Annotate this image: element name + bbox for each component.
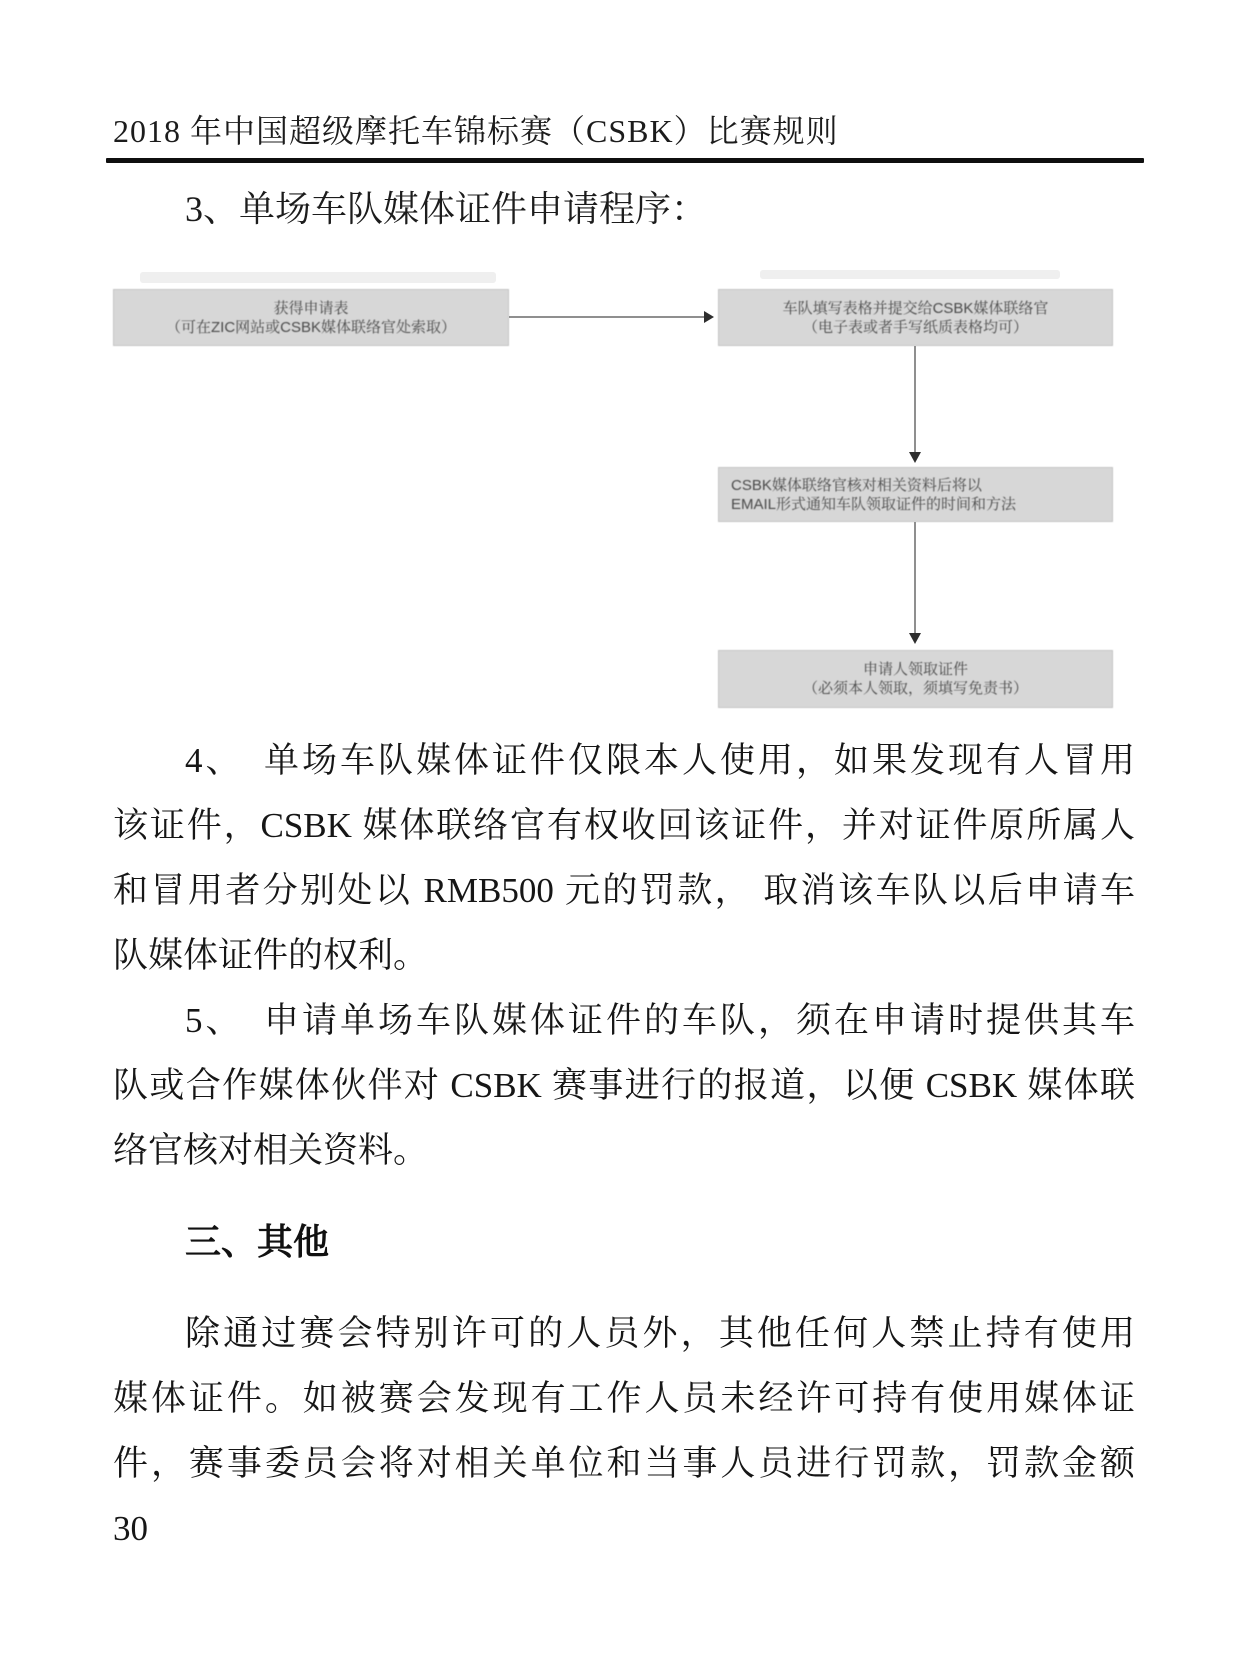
sub-heading-others: 三、其他 bbox=[185, 1221, 330, 1262]
para5-line: 络官核对相关资料。 bbox=[113, 1131, 429, 1170]
flow-box-team-fill-and-submit bbox=[718, 289, 1113, 346]
flow-arrow-vertical-1 bbox=[914, 346, 916, 454]
flow-box-applicant-collect-credential bbox=[718, 650, 1113, 708]
arrow-right-icon bbox=[704, 311, 714, 323]
scan-artifact bbox=[140, 272, 496, 283]
page-title: 2018 年中国超级摩托车锦标赛（CSBK）比赛规则 bbox=[113, 113, 839, 149]
header-rule bbox=[106, 158, 1144, 163]
para4-line: 和冒用者分别处以 RMB500 元的罚款， 取消该车队以后申请车 bbox=[113, 871, 1135, 910]
scan-artifact bbox=[760, 270, 1060, 279]
flow-box-text: 申请人领取证件 bbox=[862, 661, 968, 678]
para6-line: 媒体证件。如被赛会发现有工作人员未经许可持有使用媒体证 bbox=[113, 1379, 1135, 1418]
body-text bbox=[113, 728, 1135, 1561]
arrow-down-icon bbox=[909, 633, 921, 644]
flow-arrow-vertical-2 bbox=[914, 522, 916, 635]
para5-line: 5、 申请单场车队媒体证件的车队，须在申请时提供其车 bbox=[185, 1001, 1135, 1040]
flow-box-review-and-email-notify bbox=[718, 467, 1113, 522]
flow-box-text: EMAIL形式通知车队领取证件的时间和方法 bbox=[731, 495, 1017, 513]
flow-box-text: （必须本人领取，须填写免责书） bbox=[802, 680, 1028, 697]
flow-box-get-application-form bbox=[113, 289, 509, 346]
flow-box-text: CSBK媒体联络官核对相关资料后将以 bbox=[731, 476, 982, 494]
para6-line: 除通过赛会特别许可的人员外，其他任何人禁止持有使用 bbox=[185, 1314, 1135, 1353]
flow-arrow-horizontal bbox=[509, 316, 705, 318]
flow-box-text: 车队填写表格并提交给CSBK媒体联络官 bbox=[782, 299, 1049, 317]
flow-box-text: （可在ZIC网站或CSBK媒体联络官处索取） bbox=[165, 318, 456, 336]
flow-box-text: （电子表或者手写纸质表格均可） bbox=[802, 318, 1028, 336]
page-number: 30 bbox=[113, 1509, 148, 1548]
para4-line: 该证件，CSBK 媒体联络官有权收回该证件，并对证件原所属人 bbox=[113, 806, 1135, 845]
para6-line: 件，赛事委员会将对相关单位和当事人员进行罚款，罚款金额 bbox=[113, 1444, 1135, 1483]
arrow-down-icon bbox=[909, 452, 921, 463]
para4-line: 队媒体证件的权利。 bbox=[113, 936, 429, 975]
section-heading: 3、单场车队媒体证件申请程序： bbox=[185, 189, 708, 229]
para5-line: 队或合作媒体伙伴对 CSBK 赛事进行的报道，以便 CSBK 媒体联 bbox=[113, 1066, 1135, 1105]
para4-line: 4、 单场车队媒体证件仅限本人使用，如果发现有人冒用 bbox=[185, 741, 1135, 780]
flow-box-text: 获得申请表 bbox=[273, 299, 349, 317]
